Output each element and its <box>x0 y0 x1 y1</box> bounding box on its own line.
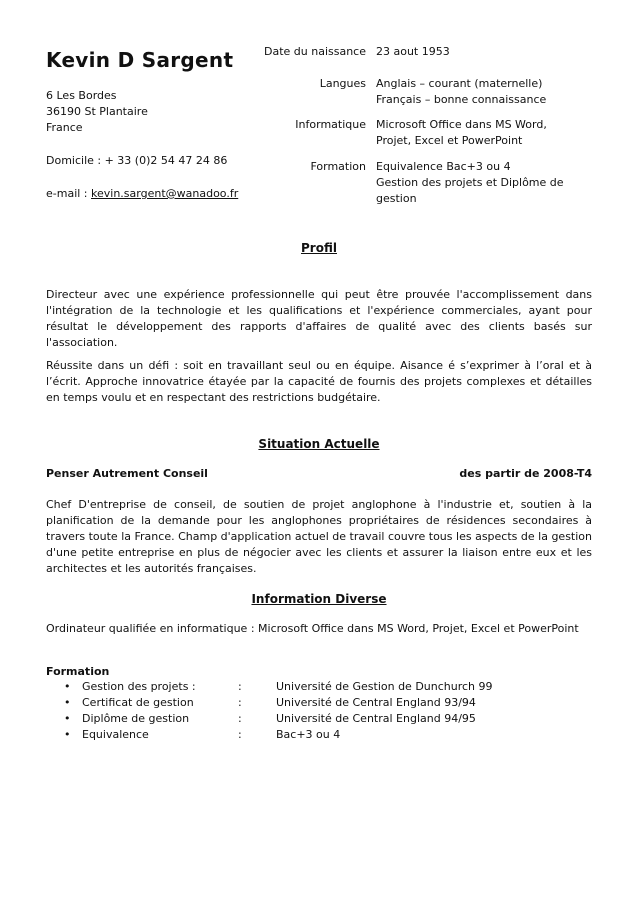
list-item <box>64 711 536 727</box>
list-item <box>64 695 536 711</box>
email-row <box>46 186 238 202</box>
address-line: 36190 St Plantaire <box>46 105 148 118</box>
education-value <box>376 159 586 207</box>
formation-value: Université de Central England 94/95 <box>276 712 476 725</box>
list-item <box>64 727 536 743</box>
formation-heading: Formation <box>46 665 110 678</box>
current-job-row <box>46 466 592 482</box>
education-line-3: gestion <box>376 192 417 205</box>
section-title-divers: Information Diverse <box>251 592 387 606</box>
bullet-icon: • <box>64 712 71 725</box>
bullet-icon: • <box>64 696 71 709</box>
formation-value: Université de Central England 93/94 <box>276 696 476 709</box>
formation-value: Université de Gestion de Dunchurch 99 <box>276 680 493 693</box>
section-title-situation: Situation Actuelle <box>258 437 380 451</box>
formation-value: Bac+3 ou 4 <box>276 728 341 741</box>
candidate-name: Kevin D Sargent <box>46 48 234 72</box>
education-line-1: Equivalence Bac+3 ou 4 <box>376 160 511 173</box>
personal-info-table <box>260 44 600 207</box>
formation-label: Equivalence <box>82 728 149 741</box>
formation-label: Certificat de gestion <box>82 696 194 709</box>
formation-label: Gestion des projets : <box>82 680 196 693</box>
profil-paragraph-2: Réussite dans un défi : soit en travaillant seul ou en équipe. Aisance é s’exprimer à l’oral et à l’écrit. Approche innovatrice étayée par la capacité de fournis des projets complexes et détailles en temps voulu et en respectant des restrictions budgétaire. <box>46 359 592 404</box>
profil-paragraph-1: Directeur avec une expérience professionnelle qui peut être prouvée l'accomplissement dans l'intégration de la technologie et les qualifications et l'expérience commerciales, ayant pour résultat le développement des rapports d'affaires de qualité avec des clients basés sur l'association. <box>46 288 592 349</box>
formation-colon: : <box>238 712 242 725</box>
it-line-2: Projet, Excel et PowerPoint <box>376 134 523 147</box>
situation-paragraph: Chef D'entreprise de conseil, de soutien de projet anglophone à l'industrie et, soutien à la planification de la demande pour les anglophones propriétaires de résidences secondaires à travers toute la France. Champ d'application actuel de travail couvre tous les aspects de la gestion d'une petite entreprise en plus de négocier avec les clients et assurer la liaison entre eux et les architectes et les autorités françaises. <box>46 498 592 575</box>
formation-colon: : <box>238 696 242 709</box>
address-line: 6 Les Bordes <box>46 89 117 102</box>
languages-value <box>376 76 586 108</box>
education-label: Formation <box>310 160 366 173</box>
it-line-1: Microsoft Office dans MS Word, <box>376 118 547 131</box>
bullet-icon: • <box>64 728 71 741</box>
language-2: Français – bonne connaissance <box>376 93 547 106</box>
formation-colon: : <box>238 680 242 693</box>
language-1: Anglais – courant (maternelle) <box>376 77 543 90</box>
formation-list <box>64 679 536 743</box>
bullet-icon: • <box>64 680 71 693</box>
education-line-2: Gestion des projets et Diplôme de <box>376 176 564 189</box>
it-label: Informatique <box>295 118 366 131</box>
contact-block <box>46 88 238 202</box>
it-value <box>376 117 586 149</box>
job-start: des partir de 2008-T4 <box>459 467 592 480</box>
list-item <box>64 679 536 695</box>
formation-label: Diplôme de gestion <box>82 712 190 725</box>
email-link[interactable]: kevin.sargent@wanadoo.fr <box>91 187 239 200</box>
birth-label: Date du naissance <box>264 45 366 58</box>
languages-label: Langues <box>319 77 366 90</box>
email-label: e-mail : <box>46 187 92 200</box>
birth-value: 23 aout 1953 <box>376 45 450 58</box>
section-title-profil: Profil <box>301 241 337 255</box>
phone: Domicile : + 33 (0)2 54 47 24 86 <box>46 154 228 167</box>
divers-paragraph: Ordinateur qualifiée en informatique : Microsoft Office dans MS Word, Projet, Excel et PowerPoint <box>46 622 579 635</box>
company-name: Penser Autrement Conseil <box>46 467 208 480</box>
formation-colon: : <box>238 728 242 741</box>
address-line: France <box>46 121 83 134</box>
